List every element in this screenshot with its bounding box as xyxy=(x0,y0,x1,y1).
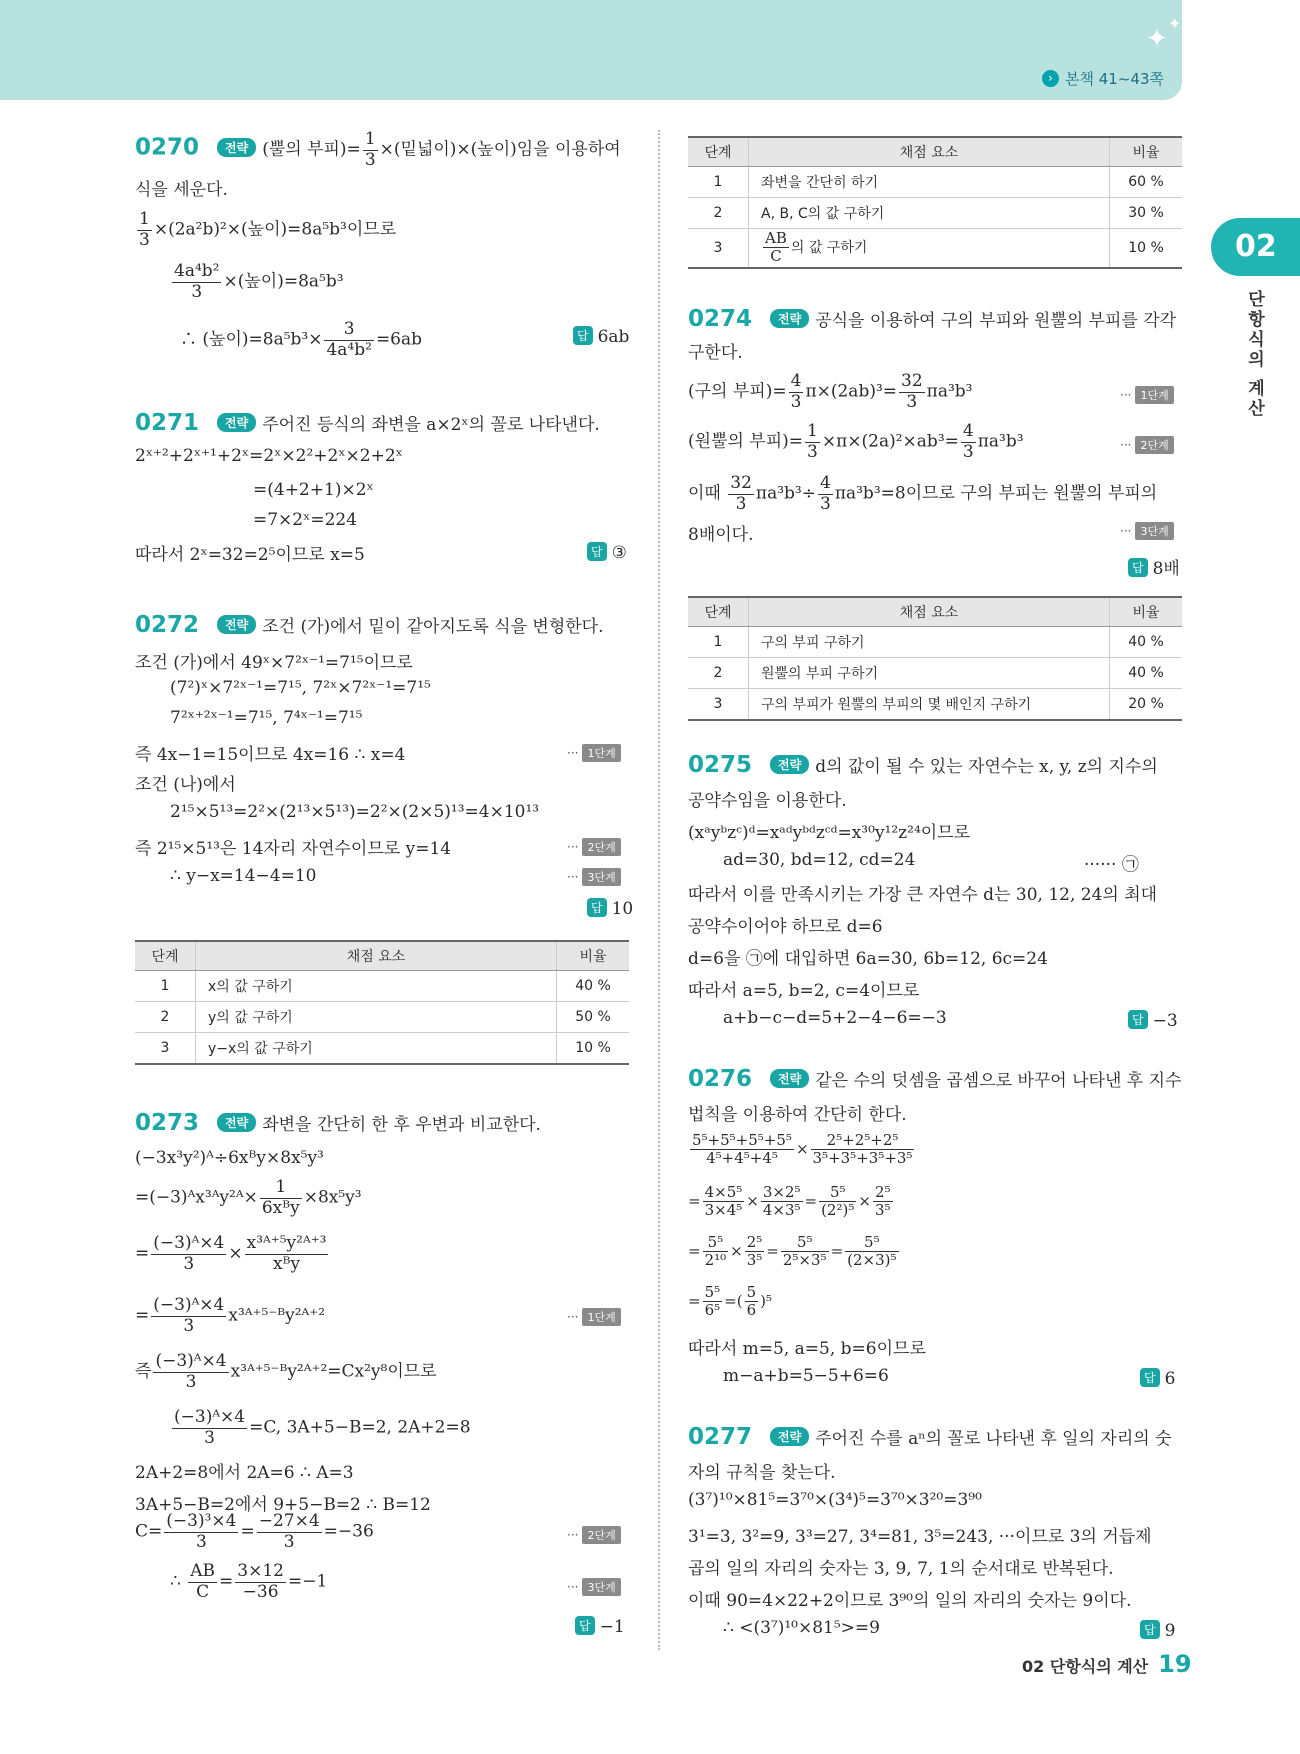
equation-line: 즉 2¹⁵×5¹³은 14자리 자연수이므로 y=14 xyxy=(135,839,452,859)
text-line: 따라서 m=5, a=5, b=6이므로 xyxy=(688,1339,926,1359)
equation-line: ad=30, bd=12, cd=24 xyxy=(723,850,916,870)
strategy-tag: 전략 xyxy=(770,309,809,328)
strategy-tag: 전략 xyxy=(217,413,256,432)
equation-line: 따라서 2ˣ=32=2⁵이므로 x=5 xyxy=(135,545,365,565)
equation-line: $\frac{\text{4a⁴b²}}{3}$ ×(높이)=8a⁵b³ xyxy=(174,261,344,302)
equation-line: (구의 부피)= $\frac{4}{3}$ π×(2ab)³= $\frac{32}{3}$ πa³b³ xyxy=(688,371,973,412)
problem-0273-header: 0273 전략 좌변을 간단히 한 후 우변과 비교한다. xyxy=(135,1110,541,1136)
problem-number: 0276 xyxy=(688,1066,753,1092)
problem-0271-header: 0271 전략 주어진 등식의 좌변을 a×2ˣ의 꼴로 나타낸다. xyxy=(135,410,600,436)
equation-line: m−a+b=5−5+6=6 xyxy=(723,1366,889,1386)
problem-number: 0277 xyxy=(688,1424,753,1450)
equation-line: =7×2ˣ=224 xyxy=(253,510,358,530)
equation-marker: ······ ㉠ xyxy=(1084,855,1139,875)
equation-line: $\frac{\text{5⁵+5⁵+5⁵+5⁵}}{\text{4⁵+4⁵+4⁵}}$ × $\frac{\text{2⁵+2⁵+2⁵}}{\text{3⁵+3⁵+3⁵+3⁵}}$ xyxy=(692,1131,913,1168)
answer-0273: 답 −1 xyxy=(575,1616,625,1637)
strategy-tag: 전략 xyxy=(770,755,809,774)
equation-line: 2ˣ⁺²+2ˣ⁺¹+2ˣ=2ˣ×2²+2ˣ×2+2ˣ xyxy=(135,446,403,466)
fraction: $\frac{1}{3}$ xyxy=(364,129,376,170)
sparkle-icon: ✦ xyxy=(1146,24,1168,54)
scoring-table-0272: 단계 채점 요소 비율 1 x의 값 구하기 40 % 2 y의 값 구하기 50 % 3 y−x의 값 구하기 10 % xyxy=(135,940,629,1065)
equation-line: 2A+2=8에서 2A=6 ∴ A=3 xyxy=(135,1463,354,1483)
equation-line: d=6을 ㉠에 대입하면 6a=30, 6b=12, 6c=24 xyxy=(688,949,1048,969)
equation-line: = $\frac{\text{(−3)ᴬ×4}}{3}$ x³ᴬ⁺⁵⁻ᴮy²ᴬ⁺² xyxy=(135,1295,326,1336)
problem-0270-header: 0270 전략 (뿔의 부피)= $\frac{1}{3}$ ×(밑넓이)×(높이)임을 이용하여 xyxy=(135,129,621,170)
step-marker: ··· 2단계 xyxy=(1120,436,1174,454)
header-band xyxy=(0,0,1182,100)
text-line: 자의 규칙을 찾는다. xyxy=(688,1463,836,1483)
table-row: 1 구의 부피 구하기 40 % xyxy=(688,627,1182,658)
text-line: 법칙을 이용하여 간단히 한다. xyxy=(688,1105,907,1125)
equation-line: C= $\frac{\text{(−3)³×4}}{3}$ = $\frac{-27\times 4}{3}$ =−36 xyxy=(135,1511,374,1552)
chevron-right-icon: › xyxy=(1042,70,1059,87)
equation-line: (원뿔의 부피)= $\frac{1}{3}$ ×π×(2a)²×ab³= $\frac{4}{3}$ πa³b³ xyxy=(688,421,1024,462)
equation-line: 즉 4x−1=15이므로 4x=16 ∴ x=4 xyxy=(135,745,406,765)
scoring-table-0273: 단계 채점 요소 비율 1 좌변을 간단히 하기 60 % 2 A, B, C의 값 구하기 30 % 3 $\frac{AB}{C}$ 의 값 구하기 10 % xyxy=(688,136,1182,269)
text-line: 식을 세운다. xyxy=(135,180,228,200)
equation-line: = $\frac{\text{5⁵}}{\text{2¹⁰}}$ × $\frac{\text{2⁵}}{\text{3⁵}}$ = $\frac{\text{5⁵}}{\text{2⁵×3⁵}}$ = $\frac{\text{5⁵}}{\text{(2×3)⁵}}$ xyxy=(688,1233,897,1270)
strategy-tag: 전략 xyxy=(770,1427,809,1446)
strategy-tag: 전략 xyxy=(217,615,256,634)
answer-0275: 답 −3 xyxy=(1128,1010,1178,1031)
equation-line: (3⁷)¹⁰×81⁵=3⁷⁰×(3⁴)⁵=3⁷⁰×3²⁰=3⁹⁰ xyxy=(688,1490,982,1510)
table-row: 2 A, B, C의 값 구하기 30 % xyxy=(688,198,1182,229)
problem-number: 0275 xyxy=(688,752,753,778)
equation-line: 7²ˣ⁺²ˣ⁻¹=7¹⁵, 7⁴ˣ⁻¹=7¹⁵ xyxy=(170,708,363,728)
column-divider xyxy=(658,130,660,1650)
text-line: 3¹=3, 3²=9, 3³=27, 3⁴=81, 3⁵=243, ···이므로 3의 거듭제 xyxy=(688,1527,1152,1547)
strategy-tag: 전략 xyxy=(770,1069,809,1088)
step-marker: ··· 3단계 xyxy=(567,868,621,886)
equation-line: 이때 $\frac{32}{3}$ πa³b³÷ $\frac{4}{3}$ πa³b³=8이므로 구의 부피는 원뿔의 부피의 xyxy=(688,473,1158,514)
text-line: 조건 (나)에서 xyxy=(135,775,236,795)
equation-line: a+b−c−d=5+2−4−6=−3 xyxy=(723,1008,947,1028)
equation-line: =(−3)ᴬx³ᴬy²ᴬ× $\frac{1}{\text{6xᴮy}}$ ×8x⁵y³ xyxy=(135,1177,362,1218)
equation-line: ∴ (높이)=8a⁵b³× $\frac{3}{\text{4a⁴b²}}$ =6ab xyxy=(180,319,423,360)
text-line: 공약수임을 이용한다. xyxy=(688,791,847,811)
step-marker: ··· 3단계 xyxy=(567,1578,621,1596)
problem-number: 0273 xyxy=(135,1110,200,1136)
table-row: 2 y의 값 구하기 50 % xyxy=(135,1002,629,1033)
problem-number: 0272 xyxy=(135,612,200,638)
equation-line: $\frac{\text{(−3)ᴬ×4}}{3}$ =C, 3A+5−B=2, 2A+2=8 xyxy=(174,1407,471,1448)
problem-number: 0274 xyxy=(688,306,753,332)
table-row: 2 원뿔의 부피 구하기 40 % xyxy=(688,658,1182,689)
equation-line: 2¹⁵×5¹³=2²×(2¹³×5¹³)=2²×(2×5)¹³=4×10¹³ xyxy=(170,802,540,822)
answer-0274: 답 8배 xyxy=(1128,554,1180,579)
answer-0271: 답 ③ xyxy=(587,542,627,563)
equation-line: ∴ $\frac{AB}{C}$ = $\frac{3\times 12}{-36}$ =−1 xyxy=(170,1561,328,1602)
equation-line: (xᵃyᵇzᶜ)ᵈ=xᵃᵈyᵇᵈzᶜᵈ=x³⁰y¹²z²⁴이므로 xyxy=(688,823,971,843)
problem-0274-header: 0274 전략 공식을 이용하여 구의 부피와 원뿔의 부피를 각각 xyxy=(688,306,1177,332)
equation-line: 즉 $\frac{\text{(−3)ᴬ×4}}{3}$ x³ᴬ⁺⁵⁻ᴮy²ᴬ⁺²=Cx²y⁸이므로 xyxy=(135,1351,437,1392)
text-line: 8배이다. xyxy=(688,525,754,545)
equation-line: = $\frac{\text{4×5⁵}}{\text{3×4⁵}}$ × $\frac{\text{3×2⁵}}{\text{4×3⁵}}$ = $\frac{\text{5⁵}}{\text{(2²)⁵}}$ × $\frac{\text{2⁵}}{\text{3⁵}}$ xyxy=(688,1183,891,1220)
table-row: 3 구의 부피가 원뿔의 부피의 몇 배인지 구하기 20 % xyxy=(688,689,1182,721)
equation-line: ∴ y−x=14−4=10 xyxy=(170,866,317,886)
table-row: 1 x의 값 구하기 40 % xyxy=(135,971,629,1002)
equation-line: 3A+5−B=2에서 9+5−B=2 ∴ B=12 xyxy=(135,1495,431,1515)
answer-0276: 답 6 xyxy=(1140,1368,1175,1389)
text-line: 이때 90=4×22+2이므로 3⁹⁰의 일의 자리의 숫자는 9이다. xyxy=(688,1591,1132,1611)
step-marker: ··· 1단계 xyxy=(1120,386,1174,404)
equation-line: 조건 (가)에서 49ˣ×7²ˣ⁻¹=7¹⁵이므로 xyxy=(135,653,413,673)
step-marker: ··· 1단계 xyxy=(567,744,621,762)
equation-line: (7²)ˣ×7²ˣ⁻¹=7¹⁵, 7²ˣ×7²ˣ⁻¹=7¹⁵ xyxy=(170,678,431,698)
problem-0277-header: 0277 전략 주어진 수를 aⁿ의 꼴로 나타낸 후 일의 자리의 숫 xyxy=(688,1424,1172,1450)
step-marker: ··· 3단계 xyxy=(1120,522,1174,540)
scoring-table-0274: 단계 채점 요소 비율 1 구의 부피 구하기 40 % 2 원뿔의 부피 구하기 40 % 3 구의 부피가 원뿔의 부피의 몇 배인지 구하기 20 % xyxy=(688,596,1182,721)
answer-0272: 답 10 xyxy=(587,898,633,919)
strategy-tag: 전략 xyxy=(217,1113,256,1132)
table-row: 3 $\frac{AB}{C}$ 의 값 구하기 10 % xyxy=(688,229,1182,268)
problem-number: 0271 xyxy=(135,410,200,436)
chapter-tab: 02 xyxy=(1211,218,1300,276)
sparkle-small-icon: ✦ xyxy=(1168,14,1182,33)
strategy-tag: 전략 xyxy=(217,138,256,157)
equation-line: $\frac{1}{3}$ ×(2a²b)²×(높이)=8a⁵b³이므로 xyxy=(139,209,397,250)
equation-line: = $\frac{\text{5⁵}}{\text{6⁵}}$ =( $\frac{5}{6}$ )⁵ xyxy=(688,1283,772,1320)
page-reference: › 본책 41~43쪽 xyxy=(1042,68,1164,89)
equation-line: (−3x³y²)ᴬ÷6xᴮy×8x⁵y³ xyxy=(135,1148,324,1168)
step-marker: ··· 2단계 xyxy=(567,838,621,856)
page-footer: 02 단항식의 계산 19 xyxy=(1022,1650,1192,1678)
page-number: 19 xyxy=(1158,1650,1192,1678)
text-line: 구한다. xyxy=(688,343,743,363)
chapter-title-vertical: 단항식의 계산 xyxy=(1244,290,1264,419)
problem-0272-header: 0272 전략 조건 (가)에서 밑이 같아지도록 식을 변형한다. xyxy=(135,612,604,638)
text-line: 공약수이어야 하므로 d=6 xyxy=(688,917,883,937)
problem-0275-header: 0275 전략 d의 값이 될 수 있는 자연수는 x, y, z의 지수의 xyxy=(688,752,1158,778)
problem-number: 0270 xyxy=(135,134,200,161)
problem-0276-header: 0276 전략 같은 수의 덧셈을 곱셈으로 바꾸어 나타낸 후 지수 xyxy=(688,1066,1182,1092)
equation-line: =(4+2+1)×2ˣ xyxy=(253,480,374,500)
table-row: 1 좌변을 간단히 하기 60 % xyxy=(688,167,1182,198)
equation-line: = $\frac{\text{(−3)ᴬ×4}}{3}$ × $\frac{\text{x³ᴬ⁺⁵y²ᴬ⁺³}}{\text{xᴮy}}$ xyxy=(135,1233,327,1274)
text-line: 곱의 일의 자리의 숫자는 3, 9, 7, 1의 순서대로 반복된다. xyxy=(688,1559,1114,1579)
text-line: 따라서 이를 만족시키는 가장 큰 자연수 d는 30, 12, 24의 최대 xyxy=(688,885,1158,905)
answer-0270: 답 6ab xyxy=(573,326,629,347)
text-line: 따라서 a=5, b=2, c=4이므로 xyxy=(688,981,920,1001)
step-marker: ··· 2단계 xyxy=(567,1526,621,1544)
step-marker: ··· 1단계 xyxy=(567,1308,621,1326)
table-row: 3 y−x의 값 구하기 10 % xyxy=(135,1033,629,1065)
equation-line: ∴ <(3⁷)¹⁰×81⁵>=9 xyxy=(723,1618,880,1638)
answer-0277: 답 9 xyxy=(1140,1620,1175,1641)
